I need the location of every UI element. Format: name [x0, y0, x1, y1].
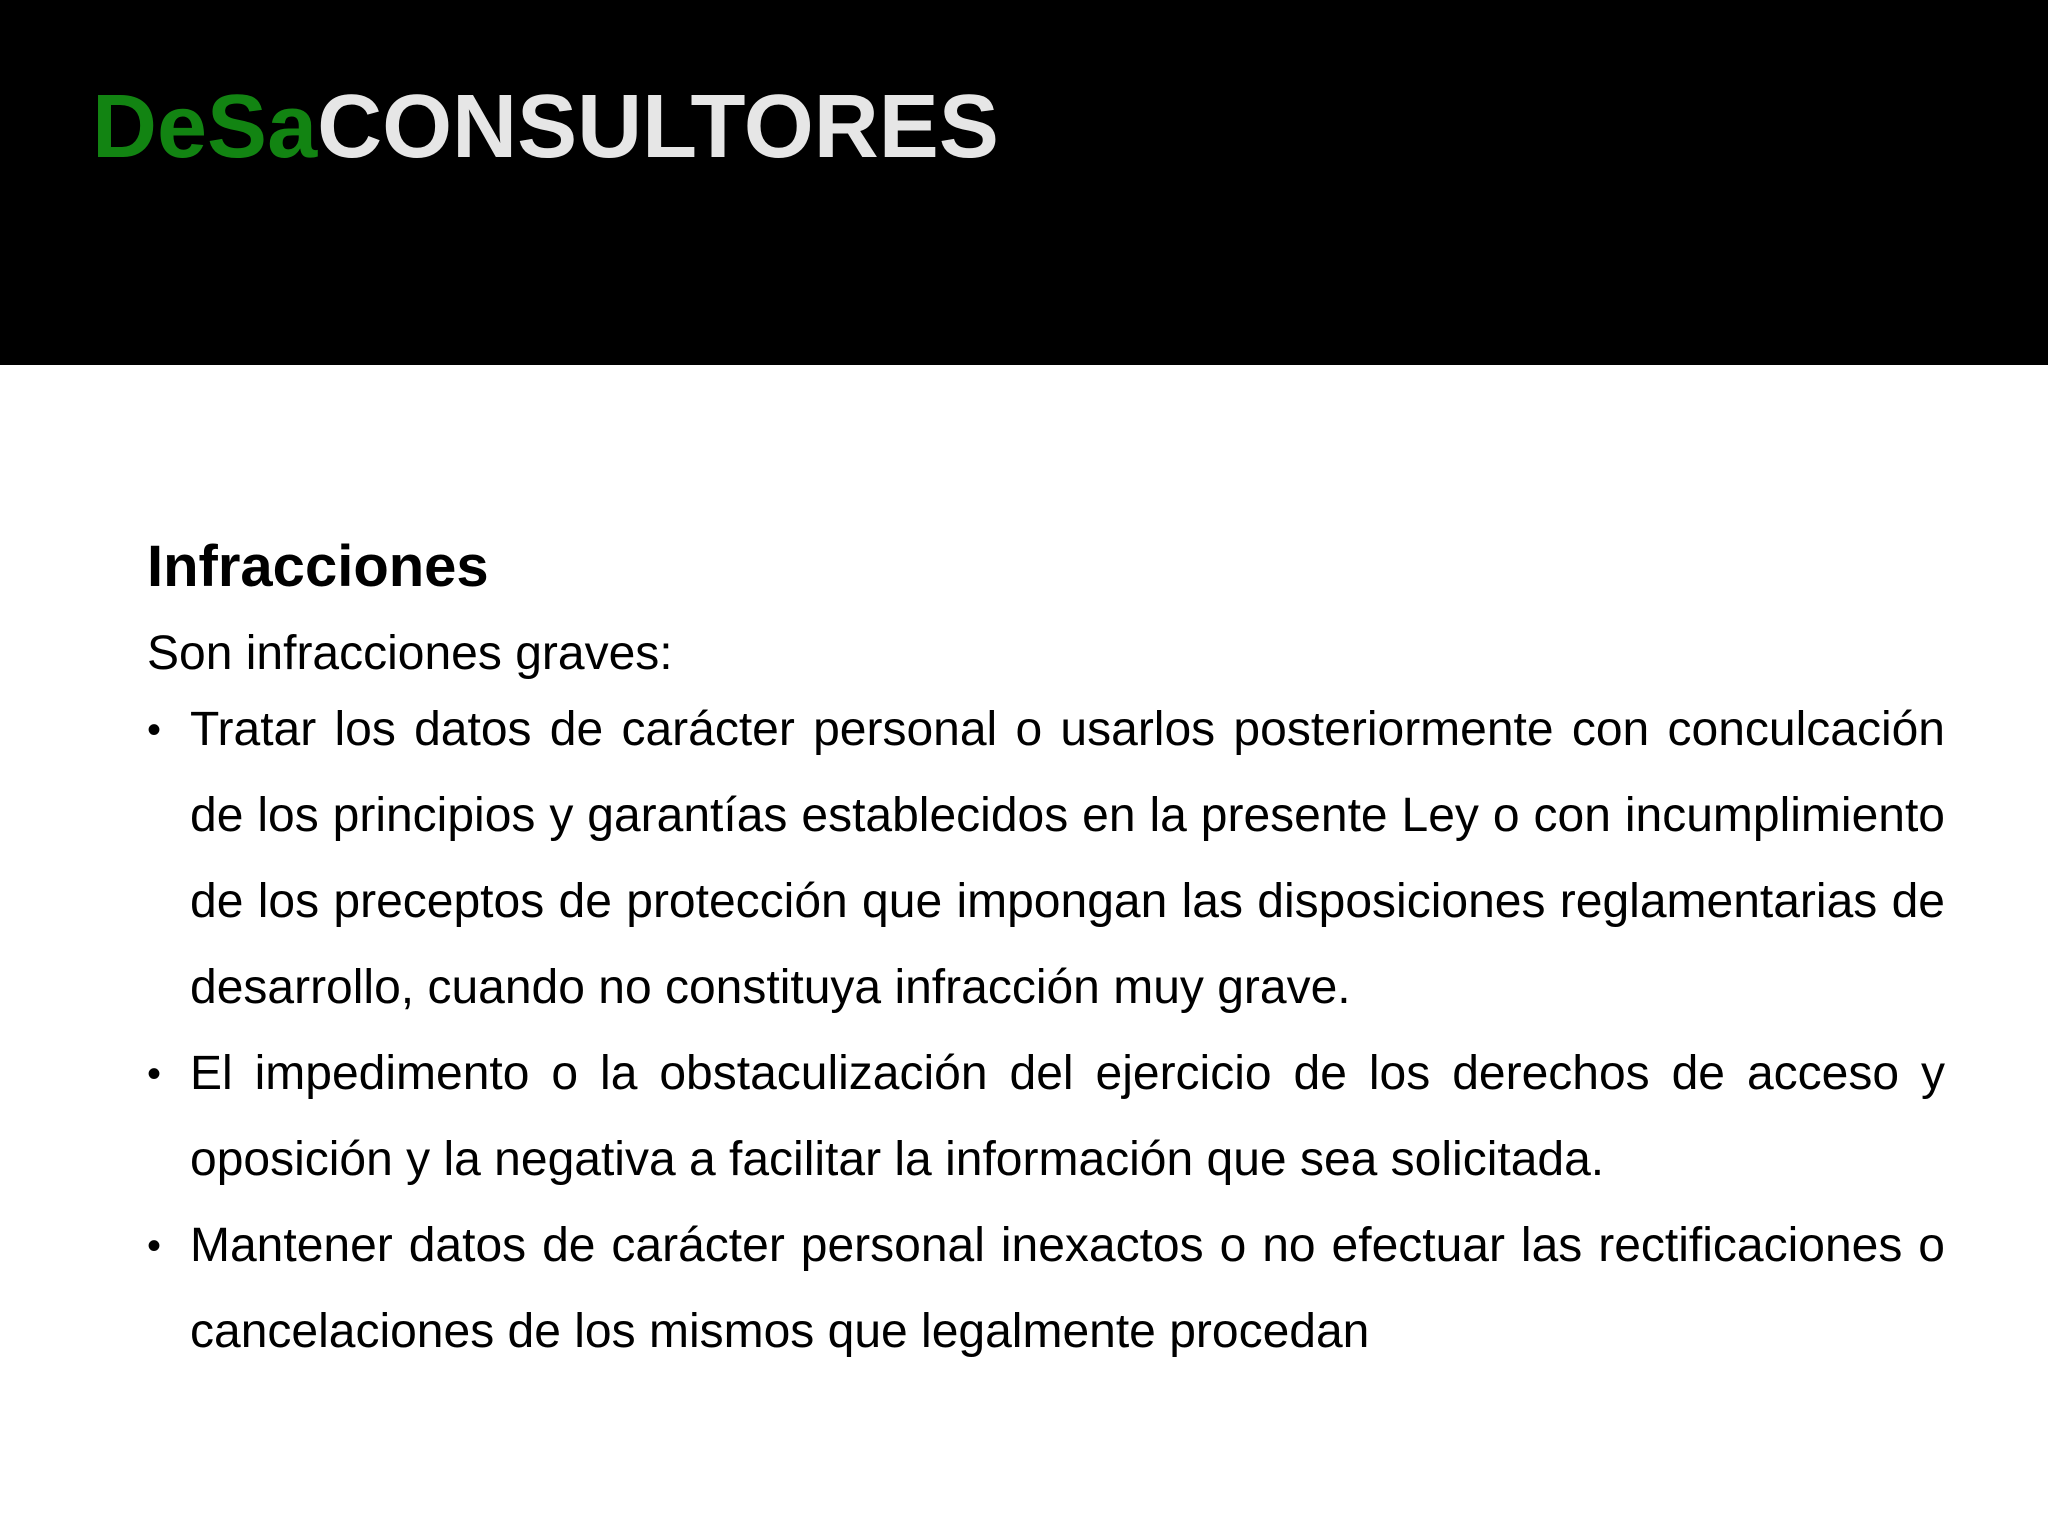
brand-main: CONSULTORES — [317, 77, 999, 177]
intro-text: Son infracciones graves: — [147, 627, 673, 680]
bullet-text: El impedimento o la obstaculización del ejercicio de los derechos de acceso y oposición y la negativa a facilitar la información que sea solicitada. — [190, 1047, 1945, 1186]
brand-logo — [92, 77, 999, 177]
brand-accent: DeSa — [92, 77, 318, 177]
bullet-dot-icon: • — [147, 1224, 162, 1268]
bullet-list — [147, 687, 1945, 1375]
slide-content — [147, 534, 1945, 1375]
bullet-item — [147, 687, 1945, 1031]
bullet-item — [147, 1031, 1945, 1203]
bullet-item — [147, 1203, 1945, 1375]
bullet-dot-icon: • — [147, 708, 162, 752]
header-band — [0, 0, 2048, 365]
section-title: Infracciones — [147, 534, 489, 599]
bullet-text: Tratar los datos de carácter personal o usarlos posteriormente con conculcación de los principios y garantías establecidos en la presente Ley o con incumplimiento de los preceptos de protección que impongan las disposiciones reglamentarias de desarrollo, cuando no constituya infracción muy grave. — [190, 703, 1945, 1014]
bullet-dot-icon: • — [147, 1052, 162, 1096]
bullet-text: Mantener datos de carácter personal inexactos o no efectuar las rectificaciones o cancelaciones de los mismos que legalmente procedan — [190, 1219, 1945, 1358]
